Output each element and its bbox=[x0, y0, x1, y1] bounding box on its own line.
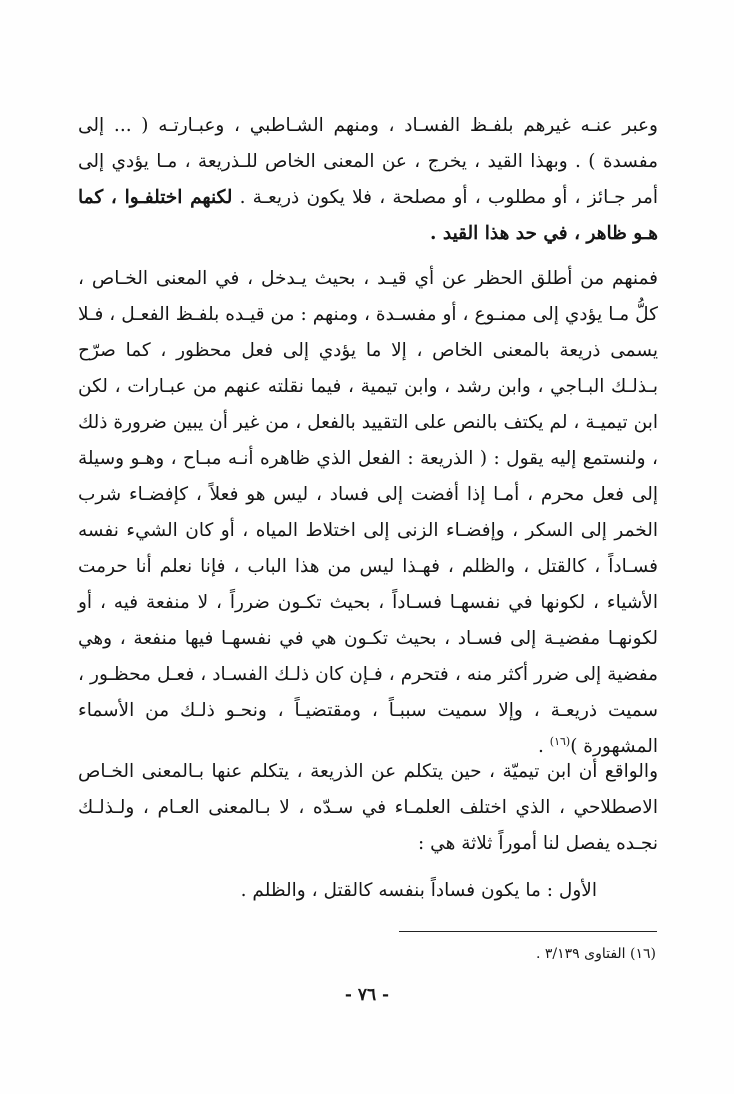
paragraph-2 bbox=[78, 261, 658, 765]
footnote-reference[interactable]: (١٦) bbox=[549, 734, 571, 748]
paragraph-1-text: وعبر عنـه غيرهم بلفـظ الفسـاد ، ومنهم الشـاطبي ، وعبـارتـه ( ... إلى مفسدة ) . وبهذا القيد ، يخرج ، عن المعنى الخاص للـذريعة ، مـا يؤدي إلى أمر جـائز ، أو مطلوب ، أو مصلحة ، فلا يكون ذريعـة . bbox=[78, 115, 659, 208]
page-number: - ٧٦ - bbox=[344, 985, 390, 1005]
paragraph-1-bold-text: لكنهم اختلفـوا ، كما هـو ظاهر ، في حد هذا القيد . bbox=[78, 187, 658, 244]
footnote: (١٦) الفتاوى ٣/١٣٩ . bbox=[535, 946, 656, 962]
paragraph-1 bbox=[78, 108, 658, 252]
paragraph-2-text: فمنهم من أطلق الحظر عن أي قيـد ، بحيث يـدخل ، في المعنى الخـاص ، كلُّ مـا يؤدي إلى ممنـوع ، أو مفسـدة ، ومنهم : من قيـده بلفـظ الفعـل ، فـلا يسمى ذريعة بالمعنى الخاص ، إلا ما يؤدي إلى فعل محظور ، كما صرّح بـذلـك البـاجي ، وابن رشد ، وابن تيمية ، فيما نقلته عنهم من عبـارات ، لكن ابن تيميـة ، لم يكتف بالنص على التقييد بالفعل ، من غير أن يبين ضرورة ذلك ، ولنستمع إليه يقول : ( الذريعة : الفعل الذي ظاهره أنـه مبـاح ، وهـو وسيلة إلى فعل محرم ، أمـا إذا أفضت إلى فساد ، ليس هو فعلاً ، كإفضـاء شرب الخمر إلى السكر ، وإفضـاء الزنى إلى اختلاط المياه ، أو كان الشيء نفسه فسـاداً ، كالقتل ، والظلم ، فهـذا ليس من هذا الباب ، فإنا نعلم أنا حرمت الأشياء ، لكونها في نفسهـا فسـاداً ، بحيث تكـون ضرراً ، لا منفعة فيه ، أو لكونهـا مفضيـة إلى فسـاد ، بحيث تكـون هي في نفسهـا فيها منفعة ، وهي مفضية إلى ضرر أكثر منه ، فتحرم ، فـإن كان ذلـك الفسـاد ، فعـل محظـور ، سميت ذريعـة ، وإلا سميت سببـاً ، ومقتضيـاً ، ونحـو ذلـك من الأسماء المشهورة ) bbox=[78, 268, 658, 757]
paragraph-4 bbox=[77, 873, 597, 909]
paragraph-2-tail: . bbox=[538, 736, 550, 757]
paragraph-3-text: والواقع أن ابن تيميّة ، حين يتكلم عن الذريعة ، يتكلم عنها بـالمعنى الخـاص الاصطلاحي ، الذي اختلف العلمـاء في سـدّه ، لا بـالمعنى العـام ، ولـذلـك نجـده يفصل لنا أموراً ثلاثة هي : bbox=[78, 761, 658, 854]
paragraph-3 bbox=[78, 754, 658, 862]
footnote-divider bbox=[399, 931, 657, 932]
paragraph-4-text: الأول : ما يكون فساداً بنفسه كالقتل ، والظلم . bbox=[240, 880, 597, 901]
